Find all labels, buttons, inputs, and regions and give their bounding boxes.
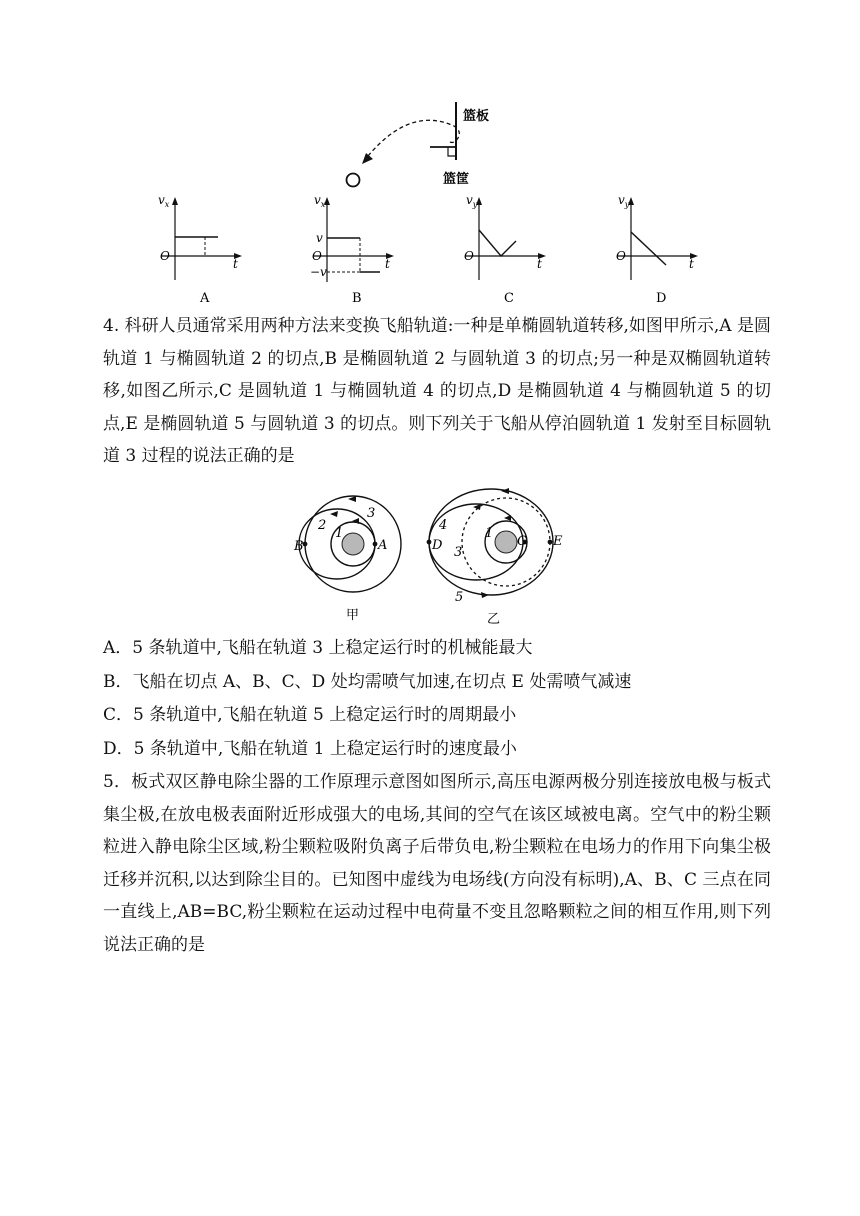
graph-a [152,192,252,304]
option-label: C [504,291,514,304]
point-c-label: C [517,534,527,549]
orbit-figure-jia [290,487,416,625]
hoop-label: 篮筐 [443,172,470,187]
option-d: D．5 条轨道中,飞船在轨道 1 上稳定运行时的速度最小 [103,739,517,759]
origin-label: O [616,249,626,263]
t-axis-label: t [233,257,238,271]
option-b: B．飞船在切点 A、B、C、D 处均需喷气加速,在切点 E 处需喷气减速 [103,672,632,692]
arrow-icon [481,592,489,598]
ball-trajectory [368,120,459,156]
option-a: A．5 条轨道中,飞船在轨道 3 上稳定运行时的机械能最大 [103,638,533,658]
orbit-2-label: 2 [318,518,327,533]
point-a-label: A [378,538,388,553]
question-4-stem: 4. 科研人员通常采用两种方法来变换飞船轨道:一种是单椭圆轨道转移,如图甲所示,A 是圆轨道 1 与椭圆轨道 2 的切点,B 是椭圆轨道 2 与圆轨道 3 的切点;另一种是双椭圆轨道转移,如图乙所示,C 是圆轨道 1 与椭圆轨道 4 的切点,D 是椭圆轨道 4 与椭圆轨道 5 的切点,E 是椭圆轨道 5 与圆轨道 3 的切点。则下列关于飞船从停泊圆轨道 1 发射至目标圆轨道 3 过程的说法正确的是 [103,316,771,466]
vy-line [479,230,516,256]
orbit-5-label: 5 [455,590,464,605]
vy-line [631,232,666,265]
basketball [347,174,360,187]
orbit-3-label: 3 [454,545,463,560]
arrow-up-icon [172,197,178,205]
arrow-icon [348,496,356,502]
graph-d [608,192,708,304]
figure-caption: 乙 [487,612,501,627]
point-b-label: B [294,539,304,554]
orbit-1-label: 1 [335,526,344,541]
option-label: B [352,291,362,304]
graph-b [304,192,404,304]
orbit-1-label: 1 [485,526,494,541]
basketball-figure [340,98,520,190]
t-axis-label: t [385,257,390,271]
y-axis-label: $v_y$ [618,193,630,209]
arrow-icon [504,515,511,521]
backboard-label: 篮板 [463,109,490,124]
option-label: A [200,291,210,304]
option-label: D [656,291,667,304]
velocity-arrow-icon [362,153,373,164]
figure-caption: 甲 [346,608,360,623]
orbit-figure-yi [421,487,571,629]
orbit-3-label: 3 [367,506,376,521]
point-d [427,540,432,545]
arrow-icon [330,511,338,517]
planet [495,531,517,553]
y-axis-label: $v_y$ [466,193,478,209]
point-a [373,542,378,547]
origin-label: O [312,249,322,263]
option-c: C．5 条轨道中,飞船在轨道 5 上稳定运行时的周期最小 [103,705,517,725]
v-tick-label: v [316,231,323,245]
question-5-stem: 5．板式双区静电除尘器的工作原理示意图如图所示,高压电源两极分别连接放电极与板式集尘极,在放电极表面附近形成强大的电场,其间的空气在该区域被电离。空气中的粉尘颗粒进入静电除尘区域,粉尘颗粒吸附负离子后带负电,粉尘颗粒在电场力的作用下向集尘极迁移并沉积,以达到除尘目的。已知图中虚线为电场线(方向没有标明),A、B、C 三点在同一直线上,AB=BC,粉尘颗粒在运动过程中电荷量不变且忽略颗粒之间的相互作用,则下列说法正确的是 [103,772,771,955]
point-e [548,540,553,545]
point-e-label: E [553,534,563,549]
arrow-icon [352,518,359,524]
neg-v-tick-label: −v [310,265,327,279]
origin-label: O [464,249,474,263]
arrow-icon [501,488,509,494]
planet [342,533,364,555]
origin-label: O [160,249,170,263]
point-d-label: D [432,538,443,553]
orbit-4-label: 4 [439,518,448,533]
y-axis-label: $v_x$ [314,193,326,209]
graph-c [456,192,556,304]
t-axis-label: t [537,257,542,271]
y-axis-label: $v_x$ [158,193,170,209]
orbit-5 [429,489,553,595]
t-axis-label: t [689,257,694,271]
